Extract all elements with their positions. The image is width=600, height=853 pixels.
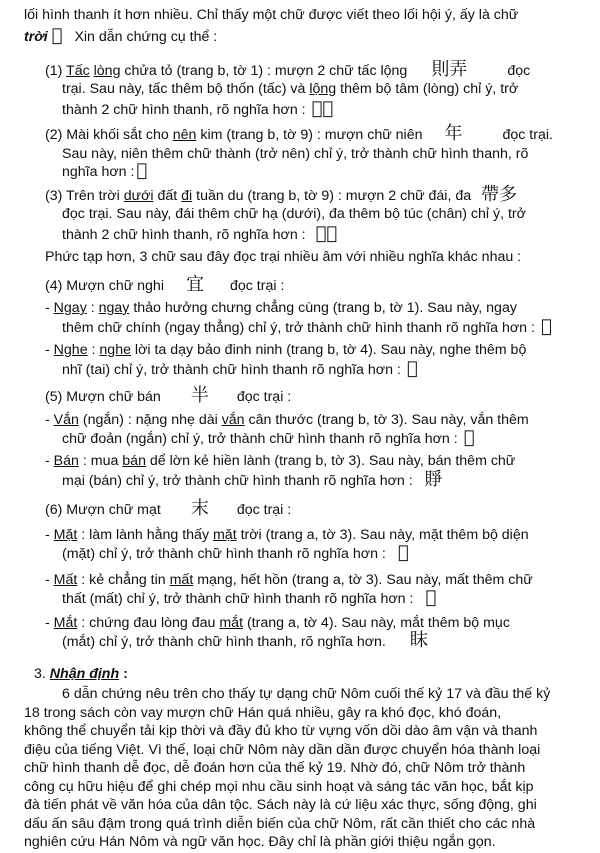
text-line: (2) Mài khối sắt cho nên kim (trang b, tờ 9) : mượn chữ niên 年 đọc trại. [45, 123, 553, 144]
nom-character: 眜 [409, 630, 428, 651]
text-line: thành 2 chữ hình thanh, rõ nghĩa hơn : 𡬷𢚸 [62, 98, 334, 119]
han-character: 末 [190, 498, 209, 519]
text-line: Sau này, niên thêm chữ thành (trở nên) chỉ ý, trở thành chữ hình thanh, rõ [62, 146, 529, 162]
text-line: chữ hình thanh dễ đọc, dễ đoán hơn của thế kỷ 19. Nhờ đó, chữ Nôm trở thành [24, 760, 526, 776]
text-line: Phức tạp hơn, 3 chữ sau đây đọc trại nhiều âm với nhiều nghĩa khác nhau : [45, 249, 522, 265]
nom-character: 𥐇 [463, 427, 475, 448]
han-character: 宜 [185, 274, 204, 295]
text-line: - Nghe : nghe lời ta dạy bảo đinh ninh (trang b, tờ 4). Sau này, nghe thêm bộ [45, 342, 527, 358]
text-line: công cụ hữu hiệu để ghi chép mọi nhu cầu sinh hoạt và sáng tác văn học, bắt kịp [24, 779, 534, 795]
text-line: dấu ấn sâu đậm trong quá trình diễn biến của chữ Nôm, rất cần thiết cho các nhà [24, 816, 536, 832]
text-line: (mặt) chỉ ý, trở thành chữ hình thanh rõ nghĩa hơn : 𩈘 [62, 542, 409, 563]
text-line: - Vắn (ngắn) : nặng nhẹ dài vắn cân thước (trang b, tờ 3). Sau này, vắn thêm [45, 412, 529, 428]
text-line: (1) Tấc lòng chửa tỏ (trang b, tờ 1) : mượn 2 chữ tấc lộng 則弄 đọc [45, 59, 531, 80]
text-line: không thể chuyển tải kịp thời và đầy đủ kho từ vựng vốn dồi dào âm vận và thanh [24, 723, 538, 739]
text-line: nghiên cứu Hán Nôm và ngữ văn học. Đây chỉ là phần giới thiệu ngắn gọn. [24, 834, 496, 850]
nom-character: 𡗶 [51, 25, 63, 46]
text-line: (4) Mượn chữ nghi 宜 đọc trại : [45, 274, 285, 295]
nom-character: 𢀨 [136, 160, 148, 181]
nom-character: 𩈘 [397, 542, 409, 563]
text-line: thành 2 chữ hình thanh, rõ nghĩa hơn : 𠁑𠫾 [62, 223, 338, 244]
text-line: điệu của tiếng Việt. Vì thế, loại chữ Nôm này dần dần được chuyển hóa thành loại [24, 742, 541, 758]
nom-character: 𨑗 [540, 316, 552, 337]
text-line: (mắt) chỉ ý, trở thành chữ hình thanh, rõ nghĩa hơn. 眜 [62, 630, 428, 651]
nom-character: 𠅍 [425, 587, 437, 608]
nom-character: 𦖑 [406, 358, 418, 379]
text-line: (6) Mượn chữ mạt 末 đọc trại : [45, 498, 292, 519]
nom-character: 𧶄 [424, 469, 443, 490]
text-line: 18 trong sách còn vay mượn chữ Hán quá nhiều, gây ra khó đọc, khó đoán, [24, 705, 502, 721]
han-character: 帶多 [481, 184, 518, 205]
text-line: đà tiến phát về văn hóa của dân tộc. Sách này là cứ liệu xác thực, sống động, ghi [24, 797, 537, 813]
text-line: - Mắt : chứng đau lòng đau mắt (trang a, tờ 4). Sau này, mắt thêm bộ mục [45, 615, 510, 631]
text-line: - Mất : kẻ chẳng tin mất mạng, hết hồn (trang a, tờ 3). Sau này, mất thêm chữ [45, 572, 533, 588]
text-line: chữ đoản (ngắn) chỉ ý, trở thành chữ hình thanh rõ nghĩa hơn : 𥐇 [62, 427, 475, 448]
text-line: - Bán : mua bán dể lờn kẻ hiền lành (trang b, tờ 3). Sau này, bán thêm chữ [45, 453, 516, 469]
nom-character: 𠁑𠫾 [315, 223, 338, 244]
han-character: 半 [190, 385, 209, 406]
text-line: (3) Trên trời dưới đất đi tuần du (trang b, tờ 9) : mượn 2 chữ đái, đa 帶多 [45, 184, 518, 205]
nom-character: 𡬷𢚸 [311, 98, 334, 119]
section-heading: 3. Nhận định : [34, 666, 128, 682]
han-character: 則弄 [431, 59, 468, 80]
han-character: 年 [444, 123, 463, 144]
text-line: nghĩa hơn : 𢀨 [62, 160, 148, 181]
text-line: mại (bán) chỉ ý, trở thành chữ hình thanh rõ nghĩa hơn : 𧶄 [62, 469, 443, 490]
text-line: trại. Sau này, tấc thêm bộ thốn (tấc) và lộng thêm bộ tâm (lòng) chỉ ý, trở [62, 81, 519, 97]
text-line: - Ngay : ngay thảo hưởng chưng chẳng cùng (trang b, tờ 1). Sau này, ngay [45, 300, 517, 316]
text-line: 6 dẫn chứng nêu trên cho thấy tự dạng chữ Nôm cuối thế kỷ 17 và đầu thế kỷ [62, 686, 551, 702]
text-line: thêm chữ chính (ngay thẳng) chỉ ý, trở thành chữ hình thanh rõ nghĩa hơn : 𨑗 [62, 316, 552, 337]
text-line: đọc trại. Sau này, đái thêm chữ hạ (dưới), đa thêm bộ túc (chân) chỉ ý, trở [62, 206, 526, 222]
text-line: lối hình thanh ít hơn nhiều. Chỉ thấy một chữ được viết theo lối hội ý, ấy là chữ [24, 7, 519, 23]
text-line: nhĩ (tai) chỉ ý, trở thành chữ hình thanh rõ nghĩa hơn : 𦖑 [62, 358, 418, 379]
text-line: thất (mất) chỉ ý, trở thành chữ hình thanh rõ nghĩa hơn : 𠅍 [62, 587, 437, 608]
text-line: - Mặt : làm lành hằng thấy mặt trời (trang a, tờ 3). Sau này, mặt thêm bộ diện [45, 527, 529, 543]
text-line: trời 𡗶 Xin dẫn chứng cụ thể : [24, 25, 218, 46]
text-line: (5) Mượn chữ bán 半 đọc trại : [45, 385, 292, 406]
